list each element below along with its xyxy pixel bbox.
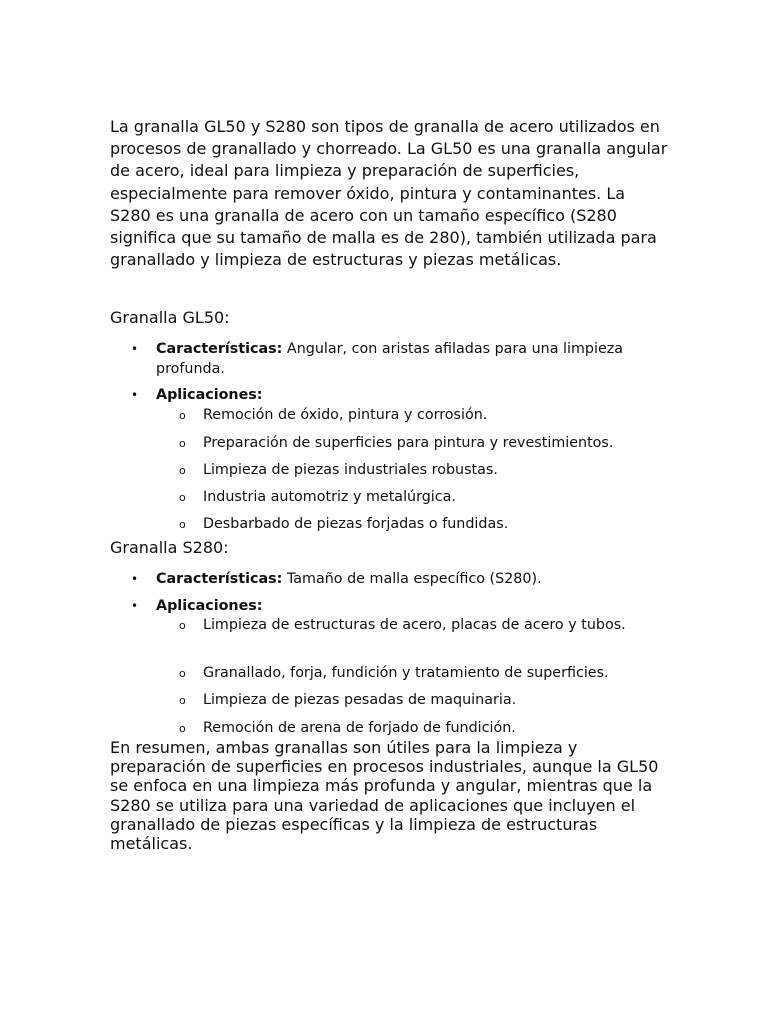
sub-bullet-glyph: o xyxy=(179,722,186,735)
section-heading-s280: Granalla S280: xyxy=(110,538,229,557)
intro-paragraph: La granalla GL50 y S280 son tipos de granalla de acero utilizados en procesos de granallado y chorreado. La GL50 es una granalla angular de acero, ideal para limpieza y preparación de superficies, especialmente para remover óxido, pintura y contaminantes. La S280 es una granalla de acero con un tamaño específico (S280 significa que su tamaño de malla es de 280), también utilizada para granallado y limpieza de estructuras y piezas metálicas. xyxy=(110,117,668,270)
bullet-glyph: • xyxy=(131,342,139,356)
sub-bullet-glyph: o xyxy=(179,409,186,422)
characteristics-label: Características: xyxy=(156,571,283,587)
sub-bullet-glyph: o xyxy=(179,619,186,632)
bullet-glyph: • xyxy=(131,388,139,402)
sub-bullet-glyph: o xyxy=(179,464,186,477)
characteristics-label: Características: xyxy=(156,341,283,357)
sub-bullet-glyph: o xyxy=(179,491,186,504)
applications-label: Aplicaciones: xyxy=(156,598,263,614)
section-heading-gl50: Granalla GL50: xyxy=(110,308,230,327)
applications-label: Aplicaciones: xyxy=(156,387,263,403)
characteristics-text: Angular, con aristas afiladas para una limpieza profunda. xyxy=(156,341,624,377)
bullet-glyph: • xyxy=(131,599,139,613)
sub-bullet-glyph: o xyxy=(179,518,186,531)
sub-bullet-glyph: o xyxy=(179,667,186,680)
sub-bullet-glyph: o xyxy=(179,694,186,707)
summary-paragraph: En resumen, ambas granallas son útiles para la limpieza y preparación de superficies en procesos industriales, aunque la GL50 se enfoca en una limpieza más profunda y angular, mientras que la S280 se utiliza para una variedad de aplicaciones que incluyen el granallado de piezas específicas y la limpieza de estructuras metálicas. xyxy=(110,738,659,854)
bullet-glyph: • xyxy=(131,572,139,586)
document-page: La granalla GL50 y S280 son tipos de granalla de acero utilizados en procesos de granallado y chorreado. La GL50 es una granalla angular de acero, ideal para limpieza y preparación de superficies, especialmente para remover óxido, pintura y contaminantes. La S280 es una granalla de acero con un tamaño específico (S280 significa que su tamaño de malla es de 280), también utilizada para granallado y limpieza de estructuras y piezas metálicas. Granalla GL50: • Características: Angular, con aristas afiladas para una limpieza profunda. • Aplicaciones: o Remoción de óxido, pintura y corrosión. o Preparación de superficies para pintura y revestimientos. o Limpieza de piezas industriales robustas. o Industria automotriz y metalúrgica. o Desbarbado de piezas forjadas o fundidas. Granalla S280: • Características: Tamaño de malla específico (S280). • Aplicaciones: o Limpieza de estructuras de acero, placas de acero y tubos. o Granallado, forja, fundición y tratamiento de superficies. o Limpieza de piezas pesadas de maquinaria. o Remoción de arena de forjado de fundición. En resumen, ambas granallas son útiles para la limpieza y preparación de superficies en procesos industriales, aunque la GL50 se enfoca en una limpieza más profunda y angular, mientras que la S280 se utiliza para una variedad de aplicaciones que incluyen el granallado de piezas específicas y la limpieza de estructuras metálicas. xyxy=(0,0,768,1024)
sub-bullet-glyph: o xyxy=(179,437,186,450)
characteristics-text: Tamaño de malla específico (S280). xyxy=(282,571,542,587)
